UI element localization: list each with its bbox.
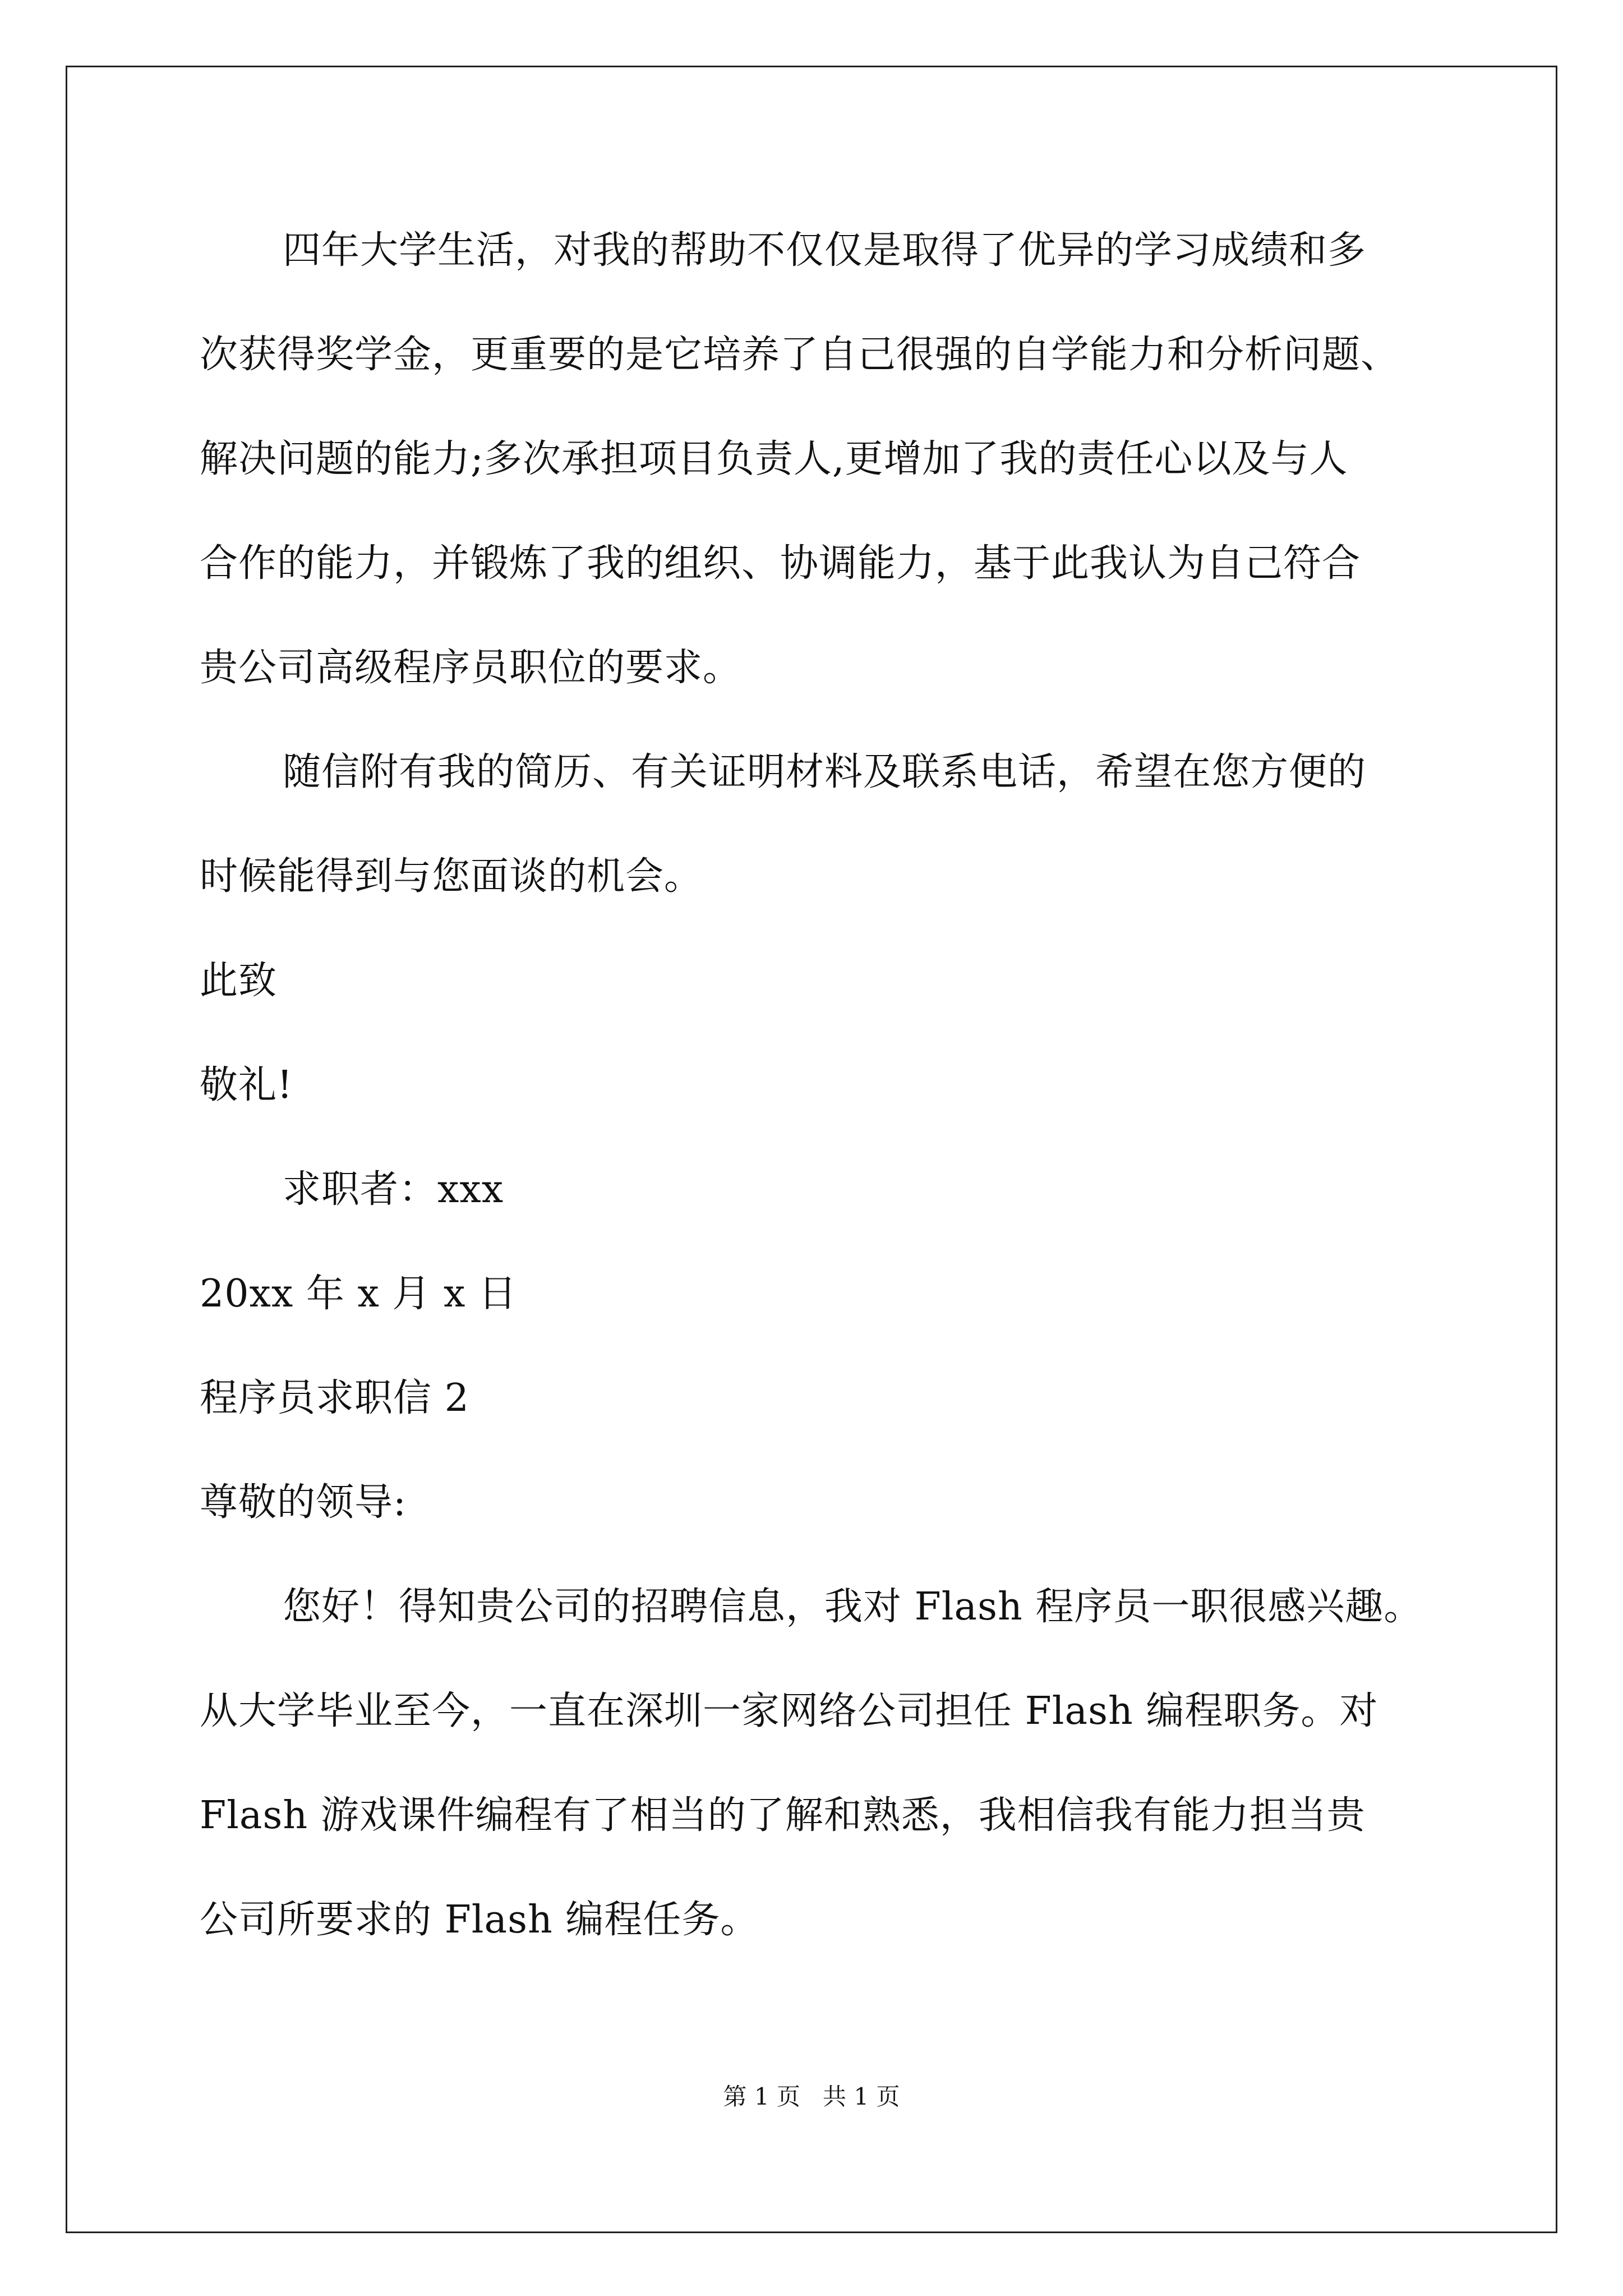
paragraph-line: 四年大学生活，对我的帮助不仅仅是取得了优异的学习成绩和多 (283, 228, 1367, 273)
paragraph-line: 合作的能力，并锻炼了我的组织、协调能力，基于此我认为自己符合 (200, 541, 1361, 586)
paragraph-line: 从大学毕业至今，一直在深圳一家网络公司担任 Flash 编程职务。对 (200, 1689, 1378, 1733)
closing-greeting: 此致 (200, 959, 278, 1003)
paragraph-line: 随信附有我的简历、有关证明材料及联系电话，希望在您方便的 (283, 750, 1367, 794)
paragraph-line: 您好！得知贵公司的招聘信息，我对 Flash 程序员一职很感兴趣。 (283, 1585, 1423, 1629)
page-footer: 第 1 页 共 1 页 (723, 2083, 900, 2110)
salutation: 尊敬的领导: (200, 1480, 407, 1525)
paragraph-line: 贵公司高级程序员职位的要求。 (200, 646, 742, 690)
paragraph-line: 公司所要求的 Flash 编程任务。 (200, 1898, 759, 1942)
paragraph-line: 次获得奖学金，更重要的是它培养了自己很强的自学能力和分析问题、 (200, 333, 1400, 377)
closing-salute: 敬礼! (200, 1063, 293, 1107)
paragraph-line: 时候能得到与您面谈的机会。 (200, 854, 703, 899)
paragraph-line: 解决问题的能力;多次承担项目负责人,更增加了我的责任心以及与人 (200, 437, 1348, 481)
letter-date: 20xx 年 x 月 x 日 (200, 1272, 518, 1316)
section-title: 程序员求职信 2 (200, 1376, 469, 1420)
signature: 求职者：xxx (283, 1167, 504, 1212)
paragraph-line: Flash 游戏课件编程有了相当的了解和熟悉，我相信我有能力担当贵 (200, 1793, 1366, 1838)
